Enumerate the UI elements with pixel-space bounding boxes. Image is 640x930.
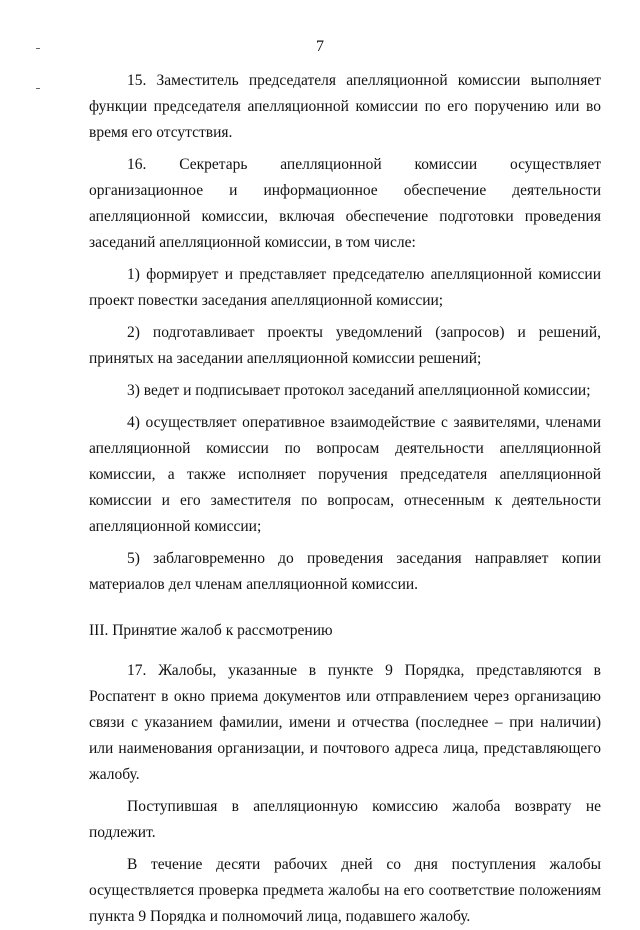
list-item-4: 4) осуществляет оперативное взаимодействие с заявителями, членами апелляционной комиссии по вопросам деятельности апелляционной комиссии, а также исполняет поручения председателя апелляционной комиссии и его заместителя по вопросам, отнесенным к деятельности апелляционной комиссии; <box>89 414 601 535</box>
scan-mark <box>36 88 40 89</box>
list-item-1: 1) формирует и представляет председателю апелляционной комиссии проект повестки заседания апелляционной комиссии; <box>89 266 601 309</box>
list-item-3: 3) ведет и подписывает протокол заседаний апелляционной комиссии; <box>127 382 591 399</box>
section-title: III. Принятие жалоб к рассмотрению <box>89 622 333 639</box>
document-body <box>89 68 601 930</box>
page-number: 7 <box>316 38 324 55</box>
paragraph-17: 17. Жалобы, указанные в пункте 9 Порядка, представляются в Роспатент в окно приема документов или отправлением через организацию связи с указанием фамилии, имени и отчества (последнее – при наличии) или наименования организации, и почтового адреса лица, представляющего жалобу. <box>89 662 601 783</box>
paragraph-16: 16. Секретарь апелляционной комиссии осуществляет организационное и информационное обеспечение деятельности апелляционной комиссии, включая обеспечение подготовки проведения заседаний апелляционной комиссии, в том числе: <box>89 156 601 251</box>
paragraph-review-period: В течение десяти рабочих дней со дня поступления жалобы осуществляется проверка предмета жалобы на его соответствие положениям пункта 9 Порядка и полномочий лица, подавшего жалобу. <box>89 856 601 925</box>
list-item-5: 5) заблаговременно до проведения заседания направляет копии материалов дел членам апелляционной комиссии. <box>89 550 601 593</box>
paragraph-complaint-not-returned: Поступившая в апелляционную комиссию жалоба возврату не подлежит. <box>89 798 601 841</box>
list-item-2: 2) подготавливает проекты уведомлений (запросов) и решений, принятых на заседании апелляционной комиссии решений; <box>89 324 601 367</box>
paragraph-15: 15. Заместитель председателя апелляционной комиссии выполняет функции председателя апелляционной комиссии по его поручению или во время его отсутствия. <box>89 72 601 141</box>
